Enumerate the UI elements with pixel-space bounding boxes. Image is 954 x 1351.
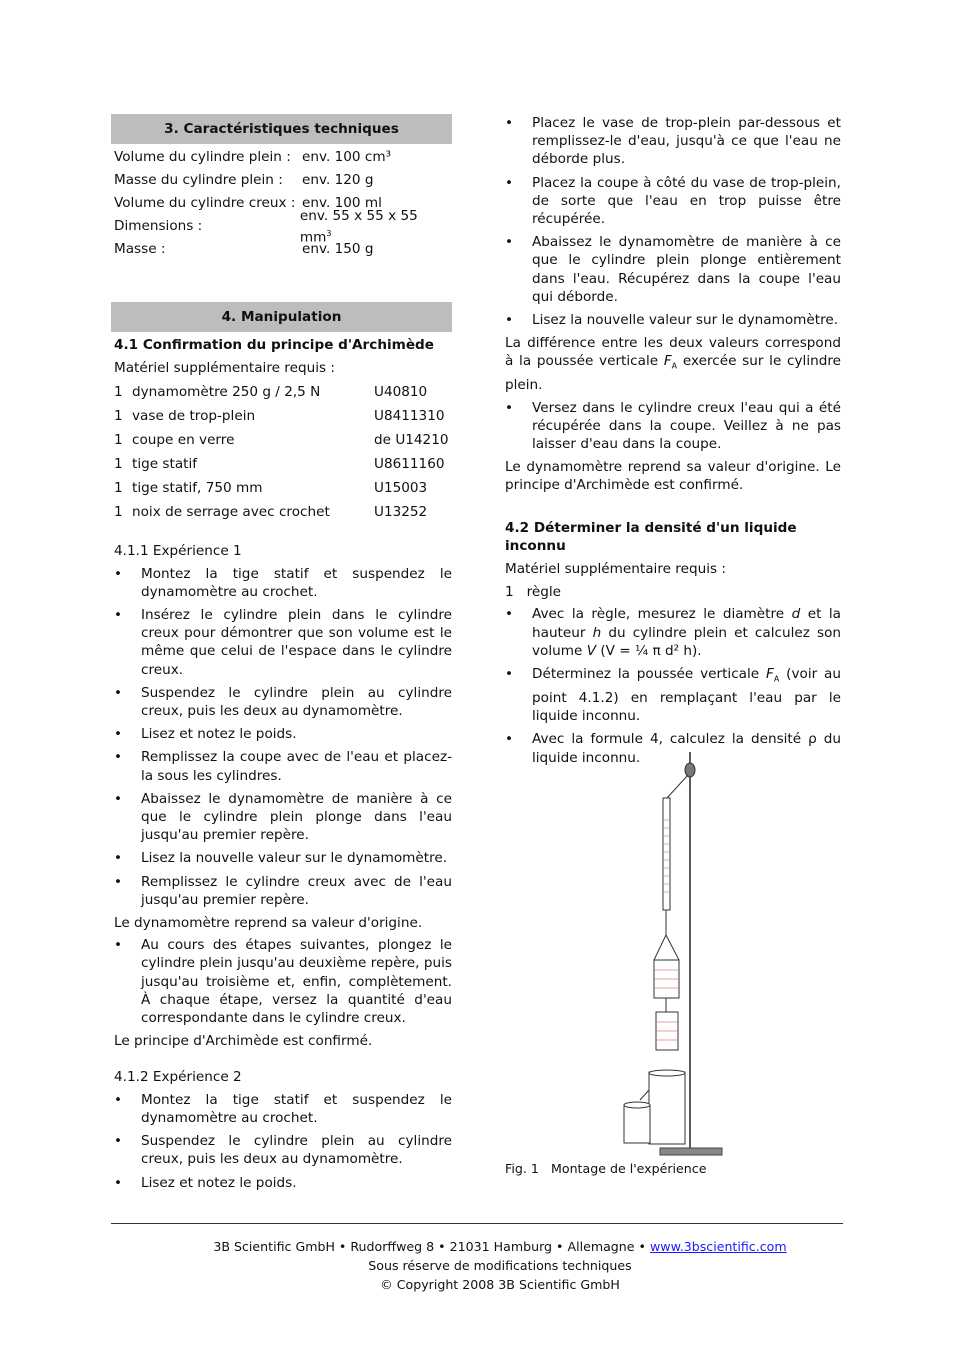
overflow-vessel	[649, 1072, 685, 1144]
experiment-2-title: 4.1.2 Expérience 2	[114, 1069, 242, 1086]
text-run: du cylindre plein et calculez son volume	[532, 624, 841, 659]
material-name: coupe en verre	[132, 432, 235, 449]
diameter-symbol: d	[791, 606, 801, 623]
material-name: tige statif, 750 mm	[132, 480, 263, 497]
list-item: • Lisez et notez le poids.	[111, 1174, 452, 1192]
list-item: • Avec la formule 4, calculez la densité ρ du liquide inconnu.	[505, 730, 841, 766]
material-row	[111, 428, 452, 452]
spec-value: env. 120 g	[302, 172, 374, 189]
spec-label: Masse du cylindre plein :	[114, 172, 283, 189]
footer-divider	[111, 1223, 843, 1224]
list-item: • Lisez et notez le poids.	[111, 725, 452, 743]
material-name: dynamomètre 250 g / 2,5 N	[132, 384, 321, 401]
spec-label: Volume du cylindre plein :	[114, 149, 291, 166]
buoyancy-difference-text	[505, 334, 841, 394]
string-left	[654, 935, 666, 960]
experiment-2-conclusion: Le dynamomètre reprend sa valeur d'origine. Le principe d'Archimède est confirmé.	[505, 459, 841, 494]
hook-line	[667, 775, 688, 798]
footer-address-text: 3B Scientific GmbH • Rudorffweg 8 • 21031 Hamburg • Allemagne •	[213, 1239, 650, 1254]
figure-caption	[505, 1161, 706, 1176]
material-intro: Matériel supplémentaire requis :	[114, 360, 335, 377]
material-row	[111, 500, 452, 524]
material-qty: 1	[114, 456, 123, 473]
material-ref: de U14210	[374, 432, 449, 449]
left-column	[111, 114, 452, 1197]
list-item: • Abaissez le dynamomètre de manière à ce que le cylindre plein plonge dans l'eau jusqu'au premier repère.	[111, 790, 452, 845]
footer-copyright: © Copyright 2008 3B Scientific GmbH	[380, 1277, 620, 1292]
material-qty: 1	[114, 408, 123, 425]
text-run: La différence entre les deux valeurs correspond à la poussée verticale	[505, 335, 841, 370]
material-intro-4-2: Matériel supplémentaire requis :	[505, 560, 726, 577]
spec-label: Masse :	[114, 241, 166, 258]
material-ref: U8411310	[374, 408, 445, 425]
experiment-1-steps-b	[111, 936, 452, 1027]
stand-base	[660, 1148, 722, 1155]
footer	[111, 1237, 889, 1294]
right-column	[505, 114, 841, 772]
list-item	[505, 605, 841, 660]
force-subscript: A	[671, 362, 678, 372]
material-qty: 1	[114, 432, 123, 449]
experiment-1-conclusion: Le principe d'Archimède est confirmé.	[114, 1033, 373, 1050]
list-item: • Remplissez le cylindre creux avec de l'eau jusqu'au premier repère.	[111, 873, 452, 909]
website-link[interactable]: www.3bscientific.com	[649, 1239, 787, 1254]
force-subscript: A	[773, 674, 780, 684]
material-name: noix de serrage avec crochet	[132, 504, 330, 521]
list-item: • Placez la coupe à côté du vase de trop-plein, de sorte que l'eau en trop puisse être récupérée.	[505, 174, 841, 229]
spec-label: Dimensions :	[114, 218, 203, 235]
list-item: • Versez dans le cylindre creux l'eau qui a été récupérée dans la coupe. Veillez à ne pas laisser d'eau dans la coupe.	[505, 399, 841, 454]
section-3-heading: 3. Caractéristiques techniques	[111, 114, 452, 144]
material-ref: U15003	[374, 480, 428, 497]
section-4-heading: 4. Manipulation	[111, 302, 452, 332]
text-run: Avec la règle, mesurez le diamètre	[532, 606, 792, 623]
volume-symbol: V	[586, 642, 596, 659]
material-ref: U13252	[374, 504, 428, 521]
footer-address	[111, 1237, 889, 1256]
spec-table	[114, 146, 452, 261]
list-item: • Insérez le cylindre plein dans le cylindre creux pour démontrer que son volume est le même que celui de l'espace dans le cylindre creux.	[111, 606, 452, 679]
spec-row	[114, 146, 452, 169]
text-run: et la hauteur	[532, 606, 841, 641]
material-ruler: 1 règle	[505, 584, 562, 601]
list-item: • Suspendez le cylindre plein au cylindre creux, puis les deux au dynamomètre.	[111, 1132, 452, 1168]
experiment-1-title: 4.1.1 Expérience 1	[114, 543, 242, 560]
material-row	[111, 404, 452, 428]
list-item: • Montez la tige statif et suspendez le dynamomètre au crochet.	[111, 565, 452, 601]
text-run: (voir au point 4.1.2) en remplaçant l'eau par le liquide inconnu.	[532, 666, 841, 725]
spec-row	[114, 207, 452, 246]
material-row	[111, 476, 452, 500]
density-steps	[505, 605, 841, 766]
material-qty: 1	[114, 480, 123, 497]
material-qty: 1	[114, 504, 123, 521]
list-item: • Montez la tige statif et suspendez le dynamomètre au crochet.	[111, 1091, 452, 1127]
list-item: • Au cours des étapes suivantes, plongez le cylindre plein jusqu'au deuxième repère, puis jusqu'au troisième et, enfin, complètement. À chaque étape, versez la quantité d'eau correspondante dans le cylindre creux.	[111, 936, 452, 1027]
list-item	[505, 665, 841, 725]
experiment-2-steps-continued	[505, 114, 841, 329]
experiment-2-steps-c	[505, 399, 841, 454]
material-name: tige statif	[132, 456, 198, 473]
spec-value-sup: 3	[326, 228, 332, 238]
material-row	[111, 380, 452, 404]
list-item: • Remplissez la coupe avec de l'eau et placez-la sous les cylindres.	[111, 748, 452, 784]
text-run: Déterminez la poussée verticale	[532, 666, 767, 682]
spec-value: env. 100 ml	[302, 195, 382, 212]
experiment-1-note: Le dynamomètre reprend sa valeur d'origine.	[114, 915, 423, 932]
list-item: • Placez le vase de trop-plein par-dessous et remplissez-le d'eau, jusqu'à ce que l'eau ne déborde plus.	[505, 114, 841, 169]
dynamometer	[663, 798, 670, 910]
height-symbol: h	[592, 624, 602, 641]
material-ref: U8611160	[374, 456, 445, 473]
list-item: • Lisez la nouvelle valeur sur le dynamomètre.	[505, 311, 841, 329]
clamp	[685, 763, 695, 777]
material-name: vase de trop-plein	[132, 408, 256, 425]
subsection-4-2-heading: 4.2 Déterminer la densité d'un liquide inconnu	[505, 519, 797, 554]
spec-label: Volume du cylindre creux :	[114, 195, 296, 212]
figure-number: Fig. 1	[505, 1161, 539, 1176]
material-ref: U40810	[374, 384, 428, 401]
force-symbol: F	[663, 353, 672, 370]
material-qty: 1	[114, 384, 123, 401]
spec-row	[114, 169, 452, 192]
glass-cup	[624, 1105, 650, 1143]
text-run: exercée sur le cylindre plein.	[505, 353, 841, 394]
experiment-2-steps	[111, 1091, 452, 1192]
figure-caption-text: Montage de l'expérience	[551, 1161, 707, 1176]
spec-value-text: env. 55 x 55 x 55 mm	[299, 207, 418, 246]
experiment-1-steps	[111, 565, 452, 909]
list-item: • Lisez la nouvelle valeur sur le dynamomètre.	[111, 849, 452, 867]
footer-disclaimer: Sous réserve de modifications techniques	[368, 1258, 632, 1273]
force-symbol: F	[766, 666, 774, 682]
experiment-setup-figure	[600, 750, 740, 1160]
subsection-4-1-heading: 4.1 Confirmation du principe d'Archimède	[114, 337, 434, 353]
volume-formula: (V = ¼ π d² h).	[596, 642, 702, 659]
overflow-spout	[640, 1090, 649, 1100]
spec-value: env. 150 g	[302, 241, 374, 258]
list-item: • Suspendez le cylindre plein au cylindre creux, puis les deux au dynamomètre.	[111, 684, 452, 720]
material-row	[111, 452, 452, 476]
material-list	[111, 380, 452, 524]
string-right	[666, 935, 679, 960]
spec-value: env. 100 cm³	[302, 149, 392, 166]
list-item: • Abaissez le dynamomètre de manière à ce que le cylindre plein plonge entièrement dans l'eau. Récupérez dans la coupe l'eau qui déborde.	[505, 233, 841, 306]
